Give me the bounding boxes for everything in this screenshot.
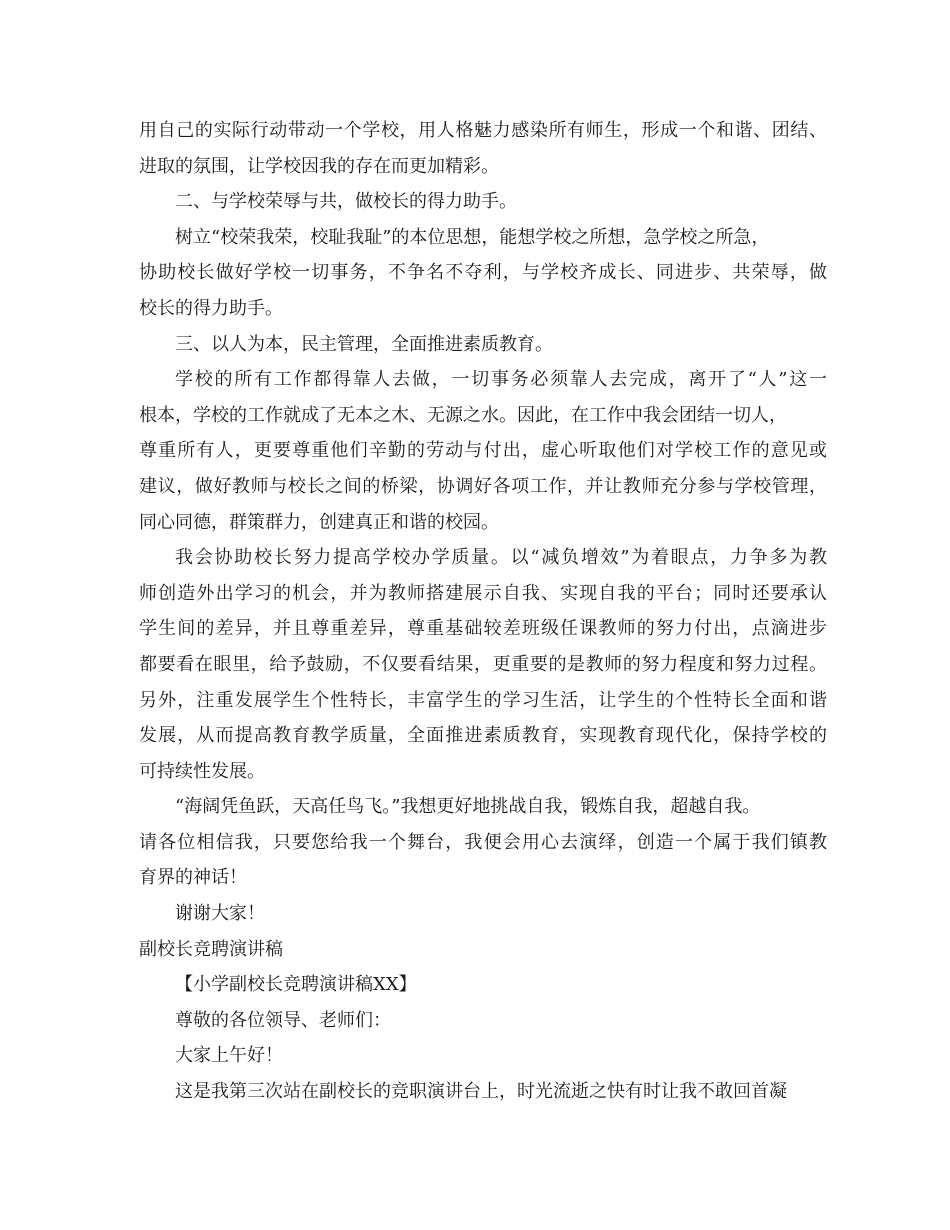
document-subtitle: 【小学副校长竞聘演讲稿XX】 [175, 974, 417, 996]
document-title: 副校长竞聘演讲稿 [139, 938, 283, 960]
document-body [139, 113, 827, 1110]
text-line: 用自己的实际行动带动一个学校，用人格魅力感染所有师生，形成一个和谐、团结、 [139, 120, 827, 141]
text-line: “海阔凭鱼跃，天高任鸟飞。”我想更好地挑战自我，锻炼自我，超越自我。 [175, 796, 761, 818]
text-line: 树立“校荣我荣，校耻我耻”的本位思想，能想学校之所想，急学校之所急， [175, 226, 770, 248]
text-line: 学生间的差异，并且尊重差异，尊重基础较差班级任课教师的努力付出，点滴进步 [139, 618, 827, 640]
section-heading: 三、以人为本，民主管理，全面推进素质教育。 [175, 333, 553, 355]
text-line: 协助校长做好学校一切事务，不争名不夺利，与学校齐成长、同进步、共荣辱，做 [139, 262, 827, 284]
text-line: 同心同德，群策群力，创建真正和谐的校园。 [139, 511, 499, 533]
salutation: 尊敬的各位领导、老师们： [175, 1009, 391, 1031]
text-line: 可持续性发展。 [139, 760, 265, 782]
text-line: 发展，从而提高教育教学质量，全面推进素质教育，实现教育现代化，保持学校的 [139, 725, 827, 747]
greeting: 大家上午好！ [175, 1045, 283, 1067]
text-line: 谢谢大家！ [175, 903, 265, 925]
text-line: 建议，做好教师与校长之间的桥梁，协调好各项工作，并让教师充分参与学校管理， [139, 475, 827, 497]
text-line: 这是我第三次站在副校长的竞职演讲台上，时光流逝之快有时让我不敢回首凝 [175, 1081, 787, 1103]
text-line: 校长的得力助手。 [139, 297, 283, 319]
section-heading: 二、与学校荣辱与共，做校长的得力助手。 [175, 191, 517, 213]
text-line: 尊重所有人，更要尊重他们辛勤的劳动与付出，虚心听取他们对学校工作的意见或 [139, 440, 827, 462]
text-line: 都要看在眼里，给予鼓励，不仅要看结果，更重要的是教师的努力程度和努力过程。 [139, 653, 827, 675]
text-line: 根本，学校的工作就成了无本之木、无源之水。因此，在工作中我会团结一切人， [139, 404, 787, 426]
text-line: 学校的所有工作都得靠人去做，一切事务必须靠人去完成，离开了“人”这一 [175, 369, 827, 391]
text-line: 进取的氛围，让学校因我的存在而更加精彩。 [139, 155, 499, 177]
text-line: 育界的神话！ [139, 867, 247, 889]
text-line: 另外，注重发展学生个性特长，丰富学生的学习生活，让学生的个性特长全面和谐 [139, 689, 827, 711]
text-line: 请各位相信我，只要您给我一个舞台，我便会用心去演绎，创造一个属于我们镇教 [139, 831, 827, 853]
text-line: 师创造外出学习的机会，并为教师搭建展示自我、实现自我的平台；同时还要承认 [139, 582, 827, 604]
text-line: 我会协助校长努力提高学校办学质量。以“减负增效”为着眼点，力争多为教 [175, 547, 827, 569]
